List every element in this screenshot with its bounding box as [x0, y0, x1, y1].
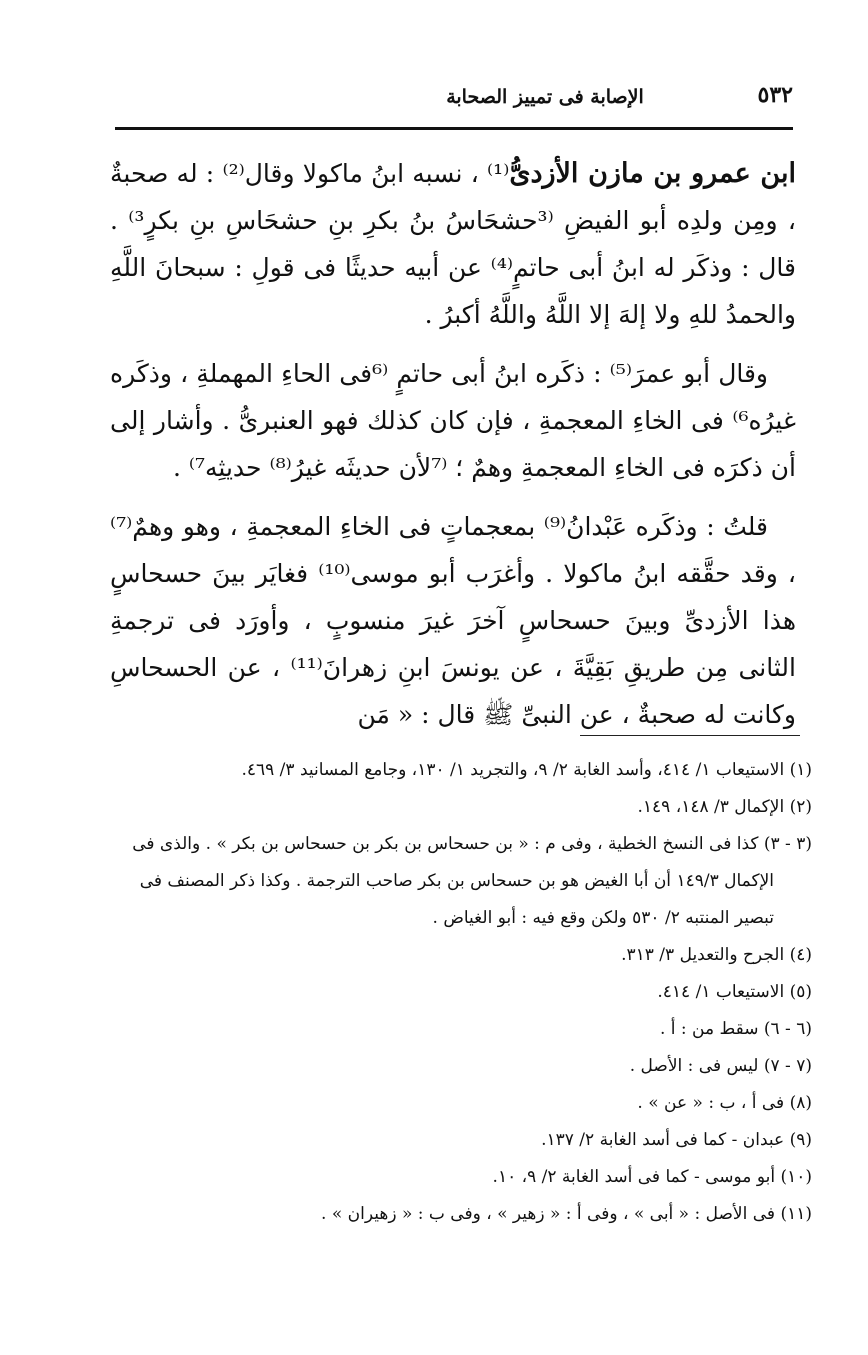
footnote-7: (٧ - ٧) ليس فى : الأصل . [629, 1056, 812, 1076]
footnote-9: (٩) عبدان - كما فى أسد الغابة ٢/ ١٣٧. [541, 1130, 812, 1150]
running-title: الإصابة فى تمييز الصحابة [446, 86, 644, 108]
footnote-10: (١٠) أبو موسى - كما فى أسد الغابة ٢/ ٩، ١٠. [492, 1167, 812, 1187]
footnote-rule [580, 735, 800, 736]
main-text [110, 150, 796, 750]
running-header [115, 80, 793, 120]
paragraph-1-text: ⁽¹⁾ ، نسبه ابنُ ماكولا وقال⁽²⁾ : له صحبةٌ ، ومِن ولدِه أبو الفيضِ ⁽³حشحَاسُ بنُ بكرِ بنِ حشحَاسِ بنِ بكرٍ³⁾ . قال : وذكَر له ابنُ أبى حاتمٍ⁽⁴⁾ عن أبيه حديثًا فى قولِ : سبحانَ اللَّهِ والحمدُ للهِ ولا إلهَ إلا اللَّهُ واللَّهُ أكبرُ . [110, 159, 796, 329]
footnote-5: (٥) الاستيعاب ١/ ٤١٤. [657, 982, 812, 1002]
footnote-6: (٦ - ٦) سقط من : أ . [659, 1019, 812, 1039]
footnote-4: (٤) الجرح والتعديل ٣/ ٣١٣. [621, 945, 812, 965]
paragraph-2: وقال أبو عمرَ⁽⁵⁾ : ذكَره ابنُ أبى حاتمٍ ⁽⁶فى الحاءِ المهملةِ ، وذكَره غيرُه⁶⁾ فى الخاءِ المعجمةِ ، فإن كان كذلك فهو العنبرىُّ . وأشار إلى أن ذكرَه فى الخاءِ المعجمةِ وهمٌ ؛ ⁽⁷لأن حديثَه غيرُ⁽⁸⁾ حديثِه⁷⁾ . [110, 359, 796, 482]
footnote-3-line-3: تبصير المنتبه ٢/ ٥٣٠ ولكن وقع فيه : أبو الغياض . [432, 908, 774, 928]
footnotes [100, 752, 812, 1233]
paragraph-1 [110, 150, 796, 338]
header-rule [115, 127, 793, 130]
entry-heading: ابن عمرو بن مازن الأزدىُّ [509, 158, 796, 189]
paragraph-3: قلتُ : وذكَره عَبْدانُ⁽⁹⁾ بمعجماتٍ فى الخاءِ المعجمةِ ، وهو وهمٌ⁽⁷⁾ ، وقد حقَّقه ابنُ ماكولا . وأغرَب أبو موسى⁽¹⁰⁾ فغايَر بينَ حسحاسٍ هذا الأزدىِّ وبينَ حسحاسٍ آخرَ غيرَ منسوبٍ ، وأورَد فى ترجمةِ الثانى مِن طريقِ بَقِيَّةَ ، عن يونسَ ابنِ زهرانَ⁽¹¹⁾ ، عن الحسحاسِ وكانت له صحبةٌ ، عن النبىِّ ﷺ قال : « مَن [110, 512, 796, 729]
footnote-11: (١١) فى الأصل : « أبى » ، وفى أ : « زهير » ، وفى ب : « زهيران » . [321, 1204, 812, 1224]
footnote-3-line-2: الإكمال ١٤٩/٣ أن أبا الغيض هو بن حسحاس بن بكر صاحب الترجمة . وكذا ذكر المصنف فى [139, 871, 774, 891]
footnote-1: (١) الاستيعاب ١/ ٤١٤، وأسد الغابة ٢/ ٩، والتجريد ١/ ١٣٠، وجامع المسانيد ٣/ ٤٦٩. [241, 760, 812, 780]
footnote-3: (٣ - ٣) كذا فى النسخ الخطية ، وفى م : « بن حسحاس بن بكر بن حسحاس بن بكر » . والذى فى [132, 834, 812, 854]
page-number: ٥٣٢ [757, 82, 793, 108]
footnote-2: (٢) الإكمال ٣/ ١٤٨، ١٤٩. [637, 797, 812, 817]
footnote-8: (٨) فى أ ، ب : « عن » . [637, 1093, 812, 1113]
